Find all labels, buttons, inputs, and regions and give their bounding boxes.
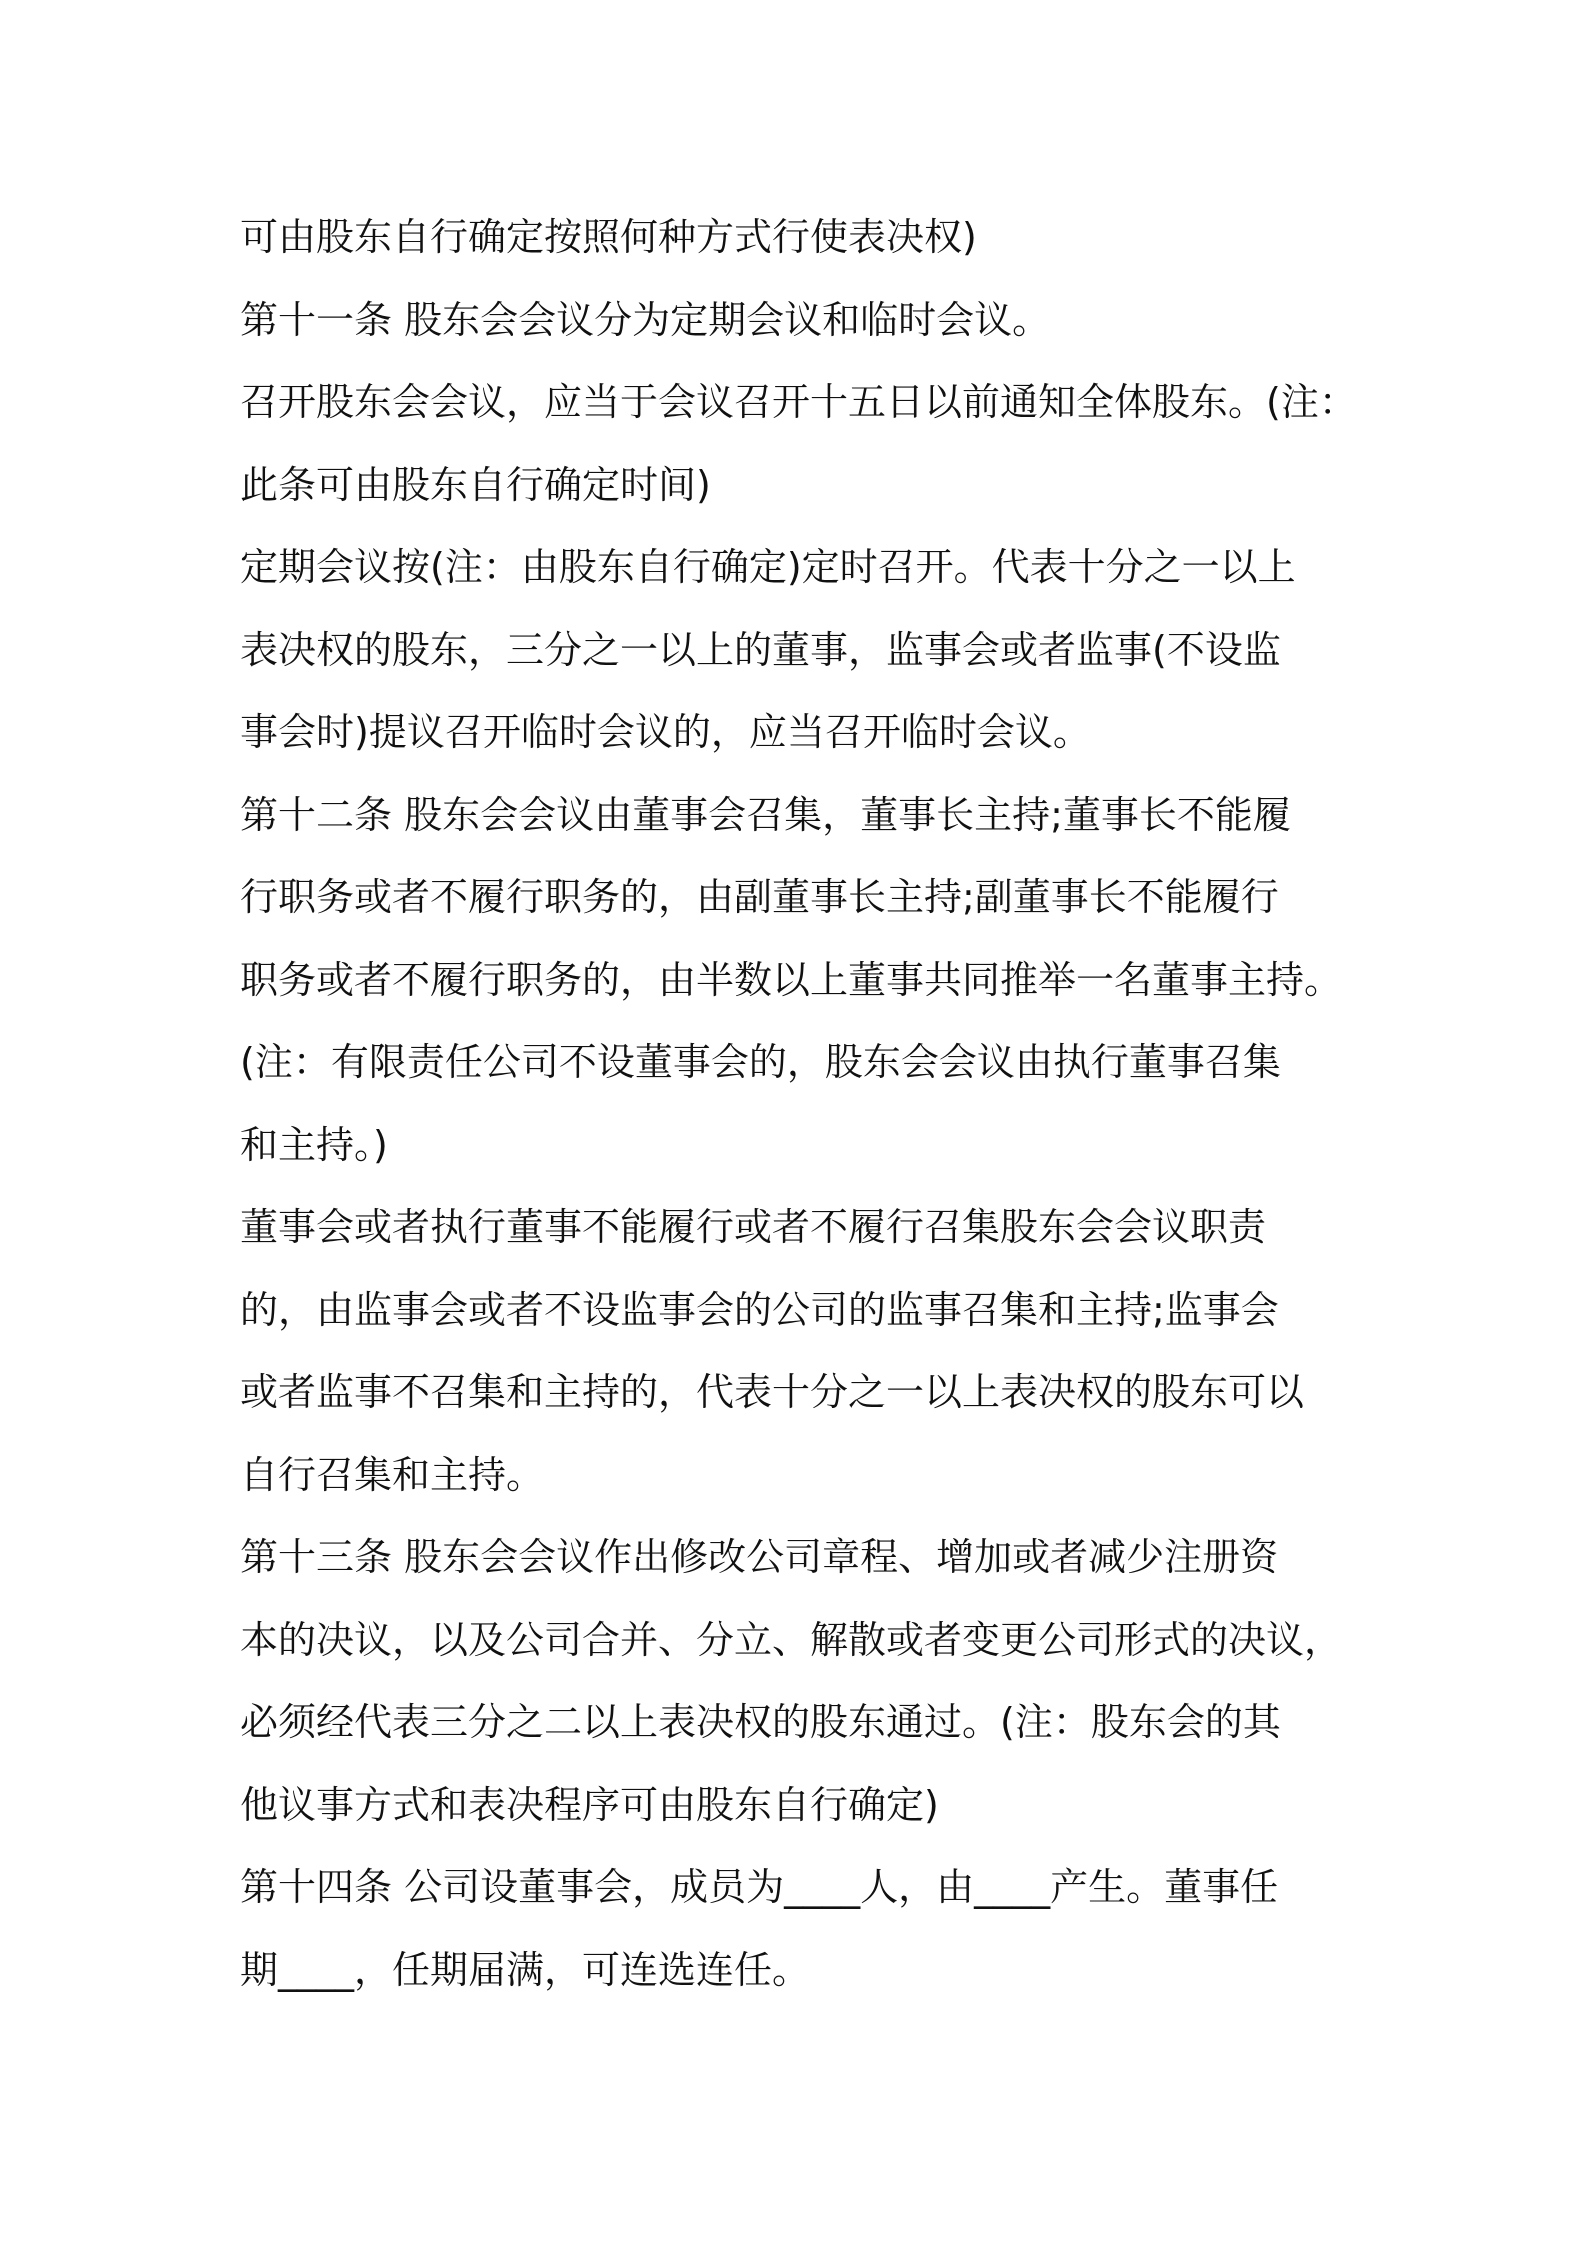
text-line: (注：有限责任公司不设董事会的，股东会会议由执行董事召集 (240, 1040, 1281, 1084)
text-line: 自行召集和主持。 (240, 1452, 545, 1497)
document-body (240, 196, 1380, 2011)
text-line: 事会时)提议召开临时会议的，应当召开临时会议。 (240, 710, 1091, 754)
text-line: 可由股东自行确定按照何种方式行使表决权) (240, 215, 977, 259)
text-line: 和主持。) (240, 1122, 388, 1167)
text-line: 召开股东会会议，应当于会议召开十五日以前通知全体股东。(注： (240, 380, 1357, 424)
article-11-heading-line: 第十一条 股东会会议分为定期会议和临时会议。 (240, 297, 1051, 342)
article-13-heading-line: 第十三条 股东会会议作出修改公司章程、增加或者减少注册资 (240, 1535, 1279, 1579)
article-14-heading-line: 第十四条 公司设董事会，成员为____人，由____产生。董事任 (240, 1865, 1279, 1909)
text-line: 他议事方式和表决程序可由股东自行确定) (240, 1782, 939, 1827)
text-line: 职务或者不履行职务的，由半数以上董事共同推举一名董事主持。 (240, 957, 1343, 1002)
text-line: 必须经代表三分之二以上表决权的股东通过。(注：股东会的其 (240, 1700, 1281, 1744)
text-line: 定期会议按(注：由股东自行确定)定时召开。代表十分之一以上 (240, 545, 1296, 589)
text-line: 表决权的股东，三分之一以上的董事，监事会或者监事(不设监 (240, 627, 1281, 672)
text-line: 或者监事不召集和主持的，代表十分之一以上表决权的股东可以 (240, 1370, 1305, 1414)
text-line: 行职务或者不履行职务的，由副董事长主持;副董事长不能履行 (240, 875, 1279, 919)
text-line: 的，由监事会或者不设监事会的公司的监事召集和主持;监事会 (240, 1287, 1279, 1332)
text-line: 期____，任期届满，可连选连任。 (240, 1947, 811, 1992)
text-line: 本的决议，以及公司合并、分立、解散或者变更公司形式的决议， (240, 1617, 1343, 1662)
text-line: 董事会或者执行董事不能履行或者不履行召集股东会会议职责 (240, 1205, 1267, 1249)
text-line: 此条可由股东自行确定时间) (240, 462, 711, 507)
article-12-heading-line: 第十二条 股东会会议由董事会召集，董事长主持;董事长不能履 (240, 792, 1291, 837)
